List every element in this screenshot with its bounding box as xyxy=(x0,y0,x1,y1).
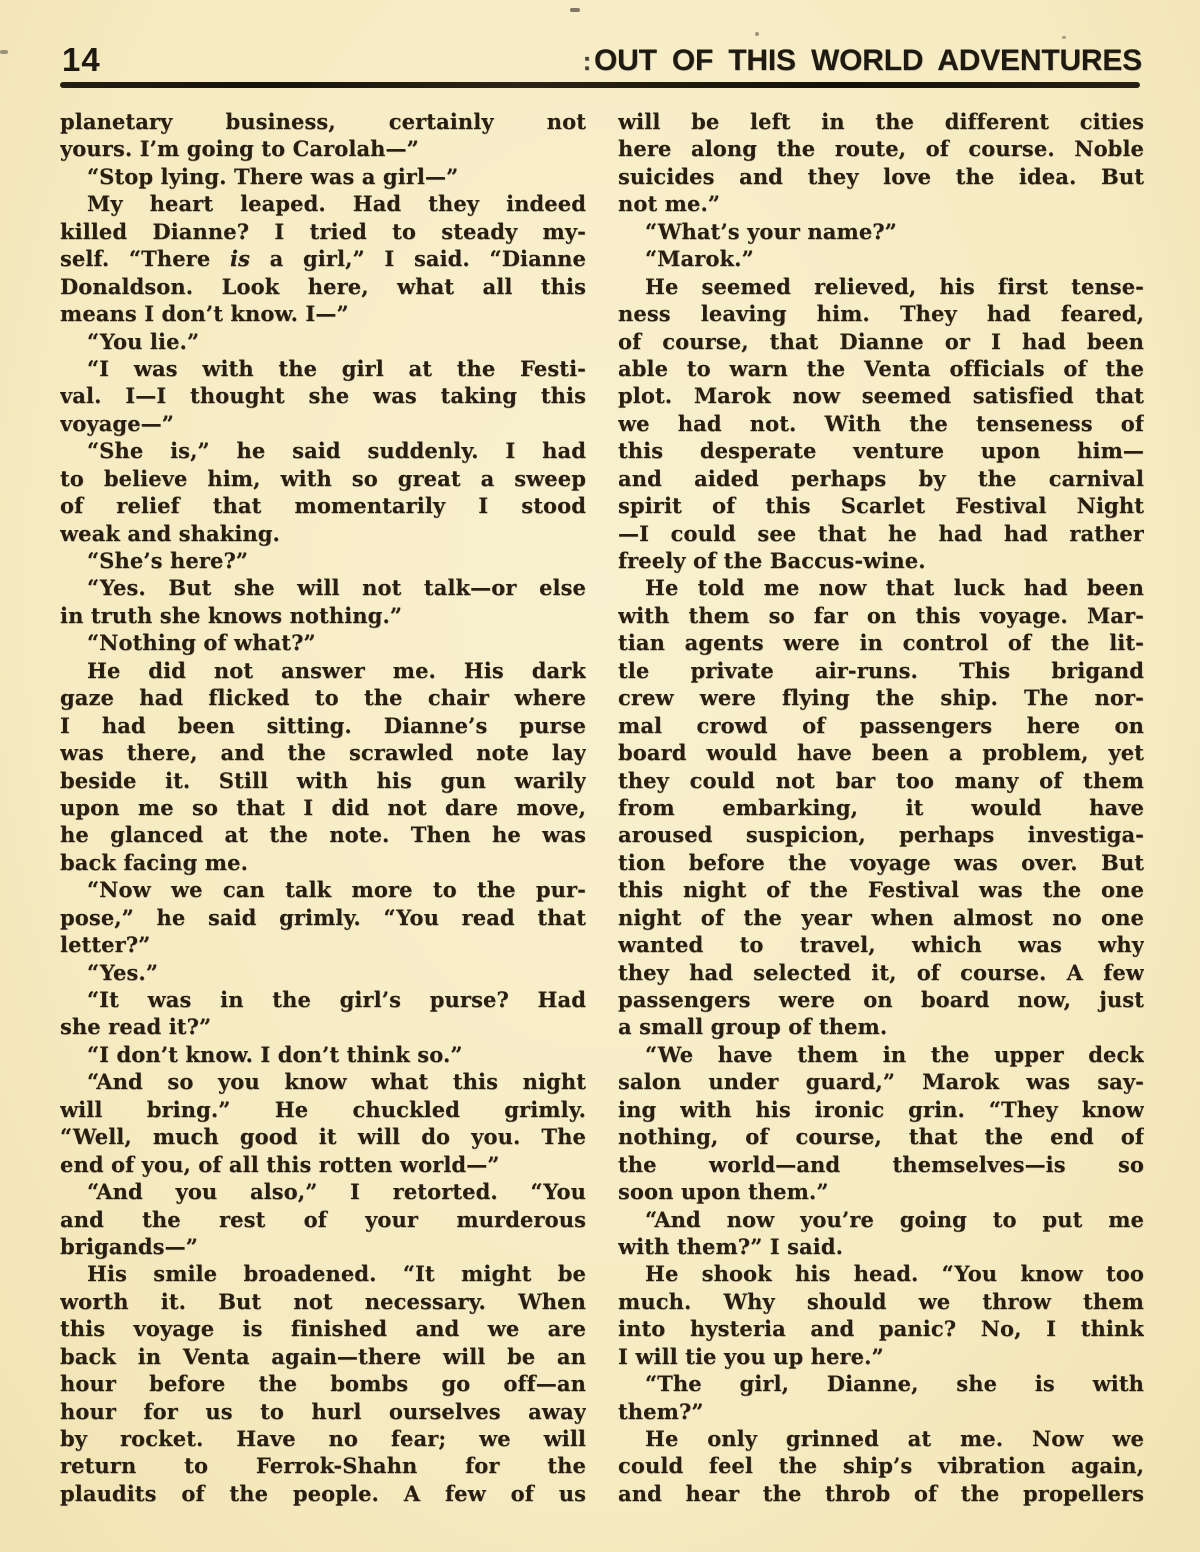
text-line: of course, that Dianne or I had been xyxy=(618,328,1144,354)
scan-artifact xyxy=(1062,36,1066,39)
header-rule xyxy=(60,82,1140,88)
text-line: suicides and they love the idea. But xyxy=(618,163,1144,189)
text-line: this night of the Festival was the one xyxy=(618,877,1144,903)
running-title xyxy=(583,46,1142,76)
text-line: tion before the voyage was over. But xyxy=(618,849,1144,875)
text-line: with them so far on this voyage. Mar- xyxy=(618,602,1144,628)
text-line: freely of the Baccus-wine. xyxy=(618,548,926,573)
text-line: He shook his head. “You know too xyxy=(645,1261,1144,1287)
page-number: 14 xyxy=(62,41,101,78)
text-line: them?” xyxy=(618,1398,704,1424)
text-line: they could not bar too many of them xyxy=(618,767,1144,793)
text-line: —I could see that he had had rather xyxy=(618,520,1144,546)
text-line: “And so you know what this night xyxy=(87,1069,586,1095)
text-line: this voyage is finished and we are xyxy=(60,1316,586,1342)
text-line: I will tie you up here.” xyxy=(618,1343,884,1369)
text-line: back facing me. xyxy=(60,849,248,875)
text-line: “And you also,” I retorted. “You xyxy=(87,1179,586,1205)
text-line: “We have them in the upper deck xyxy=(645,1041,1144,1067)
text-line: “You lie.” xyxy=(87,328,200,354)
text-line: killed Dianne? I tried to steady my- xyxy=(60,218,586,244)
text-line: of relief that momentarily I stood xyxy=(60,493,586,519)
text-line: night of the year when almost no one xyxy=(618,904,1144,930)
text-line: this desperate venture upon him— xyxy=(618,438,1144,464)
text-line: “It was in the girl’s purse? Had xyxy=(87,987,586,1012)
text-line: hour for us to hurl ourselves away xyxy=(60,1398,586,1424)
text-line: by rocket. Have no fear; we will xyxy=(60,1426,586,1451)
text-line: “I was with the girl at the Festi- xyxy=(87,355,586,381)
text-line: will be left in the different cities xyxy=(618,109,1144,134)
text-line: gaze had flicked to the chair where xyxy=(60,685,586,711)
text-line: spirit of this Scarlet Festival Night xyxy=(618,493,1144,519)
text-line: “What’s your name?” xyxy=(645,218,897,244)
text-line: letter?” xyxy=(60,932,151,958)
text-line: in truth she knows nothing.” xyxy=(60,602,403,628)
text-line: we had not. With the tenseness of xyxy=(618,410,1144,436)
text-line: was there, and the scrawled note lay xyxy=(60,740,586,766)
text-line: mal crowd of passengers here on xyxy=(618,712,1144,738)
text-line: nothing, of course, that the end of xyxy=(618,1124,1144,1150)
text-line: back in Venta again—there will be an xyxy=(60,1343,586,1369)
text-line: upon me so that I did not dare move, xyxy=(60,794,586,820)
text-line: pose,” he said grimly. “You read that xyxy=(60,904,586,930)
text-line: weak and shaking. xyxy=(60,520,280,546)
text-line: His smile broadened. “It might be xyxy=(87,1261,586,1287)
text-line: tle private air-runs. This brigand xyxy=(618,657,1144,683)
text-line: “Nothing of what?” xyxy=(87,630,316,656)
text-line: and the rest of your murderous xyxy=(60,1206,586,1232)
print-artifact-colon: : xyxy=(582,46,592,76)
text-line: worth it. But not necessary. When xyxy=(60,1288,586,1314)
text-line: he glanced at the note. Then he was xyxy=(60,822,586,848)
text-line: brigands—” xyxy=(60,1233,198,1259)
text-line: end of you, of all this rotten world—” xyxy=(60,1151,500,1177)
text-line: yours. I’m going to Carolah—” xyxy=(60,136,419,162)
text-line: not me.” xyxy=(618,191,721,217)
magazine-title: OUT OF THIS WORLD ADVENTURES xyxy=(594,44,1142,77)
text-line: plaudits of the people. A few of us xyxy=(60,1480,586,1506)
text-line: much. Why should we throw them xyxy=(618,1288,1144,1314)
text-line: “Well, much good it will do you. The xyxy=(60,1124,586,1150)
text-line: and hear the throb of the propellers xyxy=(618,1480,1144,1506)
text-line: “The girl, Dianne, she is with xyxy=(645,1371,1144,1397)
text-line: means I don’t know. I—” xyxy=(60,301,349,327)
text-line: they had selected it, of course. A few xyxy=(618,959,1144,985)
text-line: “I don’t know. I don’t think so.” xyxy=(87,1041,463,1067)
text-line: into hysteria and panic? No, I think xyxy=(618,1316,1144,1342)
text-line: “She is,” he said suddenly. I had xyxy=(87,438,586,464)
text-line: salon under guard,” Marok was say- xyxy=(618,1069,1144,1095)
text-line: here along the route, of course. Noble xyxy=(618,136,1144,162)
text-column-left xyxy=(60,108,586,1507)
scan-artifact xyxy=(0,50,8,54)
text-line: hour before the bombs go off—an xyxy=(60,1371,586,1397)
page-header xyxy=(62,38,1142,76)
text-line: self. “There is a girl,” I said. “Dianne xyxy=(60,246,586,272)
text-line: “Yes.” xyxy=(87,959,159,985)
text-line: He did not answer me. His dark xyxy=(87,657,586,683)
text-line: able to warn the Venta officials of the xyxy=(618,355,1144,381)
text-line: crew were flying the ship. The nor- xyxy=(618,685,1144,711)
text-line: board would have been a problem, yet xyxy=(618,740,1144,766)
text-line: to believe him, with so great a sweep xyxy=(60,465,586,491)
text-line: return to Ferrok-Shahn for the xyxy=(60,1453,586,1479)
text-line: from embarking, it would have xyxy=(618,794,1144,820)
text-line: wanted to travel, which was why xyxy=(618,932,1144,958)
text-line: soon upon them.” xyxy=(618,1179,829,1205)
text-column-right xyxy=(618,108,1144,1507)
text-line: My heart leaped. Had they indeed xyxy=(87,191,586,217)
text-line: and aided perhaps by the carnival xyxy=(618,465,1144,491)
text-line: val. I—I thought she was taking this xyxy=(60,383,586,409)
text-line: “Now we can talk more to the pur- xyxy=(87,877,586,903)
text-line: He only grinned at me. Now we xyxy=(645,1426,1144,1451)
text-line: “Marok.” xyxy=(645,246,754,272)
text-line: “She’s here?” xyxy=(87,548,249,573)
text-line: “Yes. But she will not talk—or else xyxy=(87,575,586,601)
text-line: planetary business, certainly not xyxy=(60,109,586,134)
text-line: the world—and themselves—is so xyxy=(618,1151,1144,1177)
text-line: “And now you’re going to put me xyxy=(645,1206,1144,1232)
text-line: He seemed relieved, his first tense- xyxy=(645,273,1144,299)
text-line: “Stop lying. There was a girl—” xyxy=(87,163,459,189)
text-line: ness leaving him. They had feared, xyxy=(618,301,1144,327)
text-line: passengers were on board now, just xyxy=(618,987,1144,1012)
text-line: I had been sitting. Dianne’s purse xyxy=(60,712,586,738)
text-line: a small group of them. xyxy=(618,1014,888,1040)
text-line: aroused suspicion, perhaps investiga- xyxy=(618,822,1144,848)
text-line: Donaldson. Look here, what all this xyxy=(60,273,586,299)
text-line: ing with his ironic grin. “They know xyxy=(618,1096,1144,1122)
text-line: will bring.” He chuckled grimly. xyxy=(60,1096,586,1122)
text-line: she read it?” xyxy=(60,1014,212,1040)
scan-artifact xyxy=(570,8,580,12)
text-line: with them?” I said. xyxy=(618,1233,844,1259)
text-line: He told me now that luck had been xyxy=(645,575,1144,601)
text-line: plot. Marok now seemed satisfied that xyxy=(618,383,1144,409)
scan-artifact xyxy=(755,32,759,36)
text-line: beside it. Still with his gun warily xyxy=(60,767,586,793)
text-line: tian agents were in control of the lit- xyxy=(618,630,1144,656)
text-line: voyage—” xyxy=(60,410,174,436)
text-line: could feel the ship’s vibration again, xyxy=(618,1453,1144,1479)
